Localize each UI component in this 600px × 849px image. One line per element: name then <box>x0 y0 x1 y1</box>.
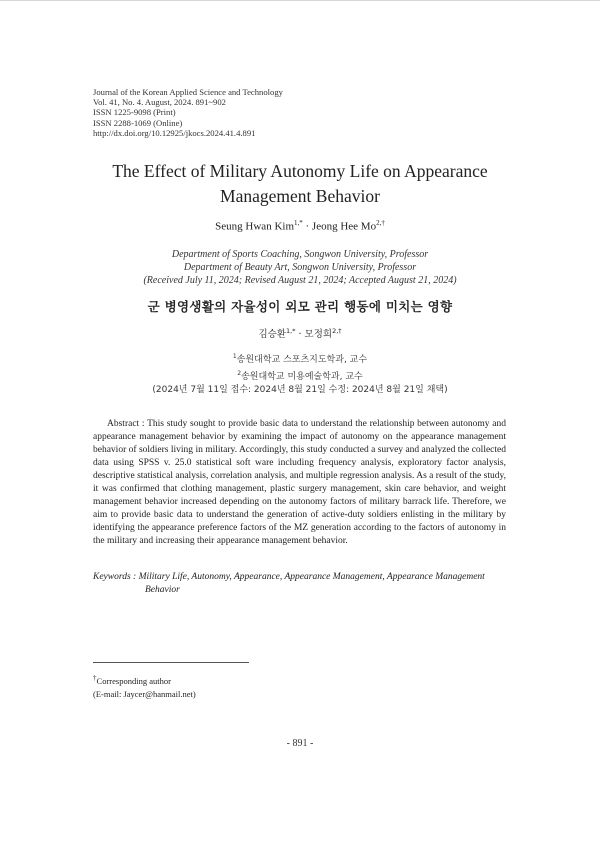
footnote-divider <box>93 662 249 663</box>
author-2-name: Jeong Hee Mo <box>311 220 377 233</box>
paper-title-line-2: Management Behavior <box>220 186 380 206</box>
journal-header <box>93 87 283 138</box>
journal-name: Journal of the Korean Applied Science and Technology <box>93 87 283 97</box>
author-1-name: Seung Hwan Kim <box>215 220 294 233</box>
korean-affiliation-2-text: 송원대학교 미용예술학과, 교수 <box>241 372 363 382</box>
korean-affiliations <box>0 350 600 397</box>
corresponding-author-marker: † <box>93 674 97 682</box>
korean-author-separator: · <box>295 329 305 340</box>
submission-dates: (Received July 11, 2024; Revised August 21, 2024; Accepted August 21, 2024) <box>143 275 457 286</box>
footnote-email: (E-mail: Jaycer@hanmail.net) <box>93 688 196 699</box>
korean-author-1-marker: 1,* <box>286 326 296 335</box>
korean-affiliation-2 <box>0 367 600 384</box>
affiliation-1: Department of Sports Coaching, Songwon University, Professor <box>171 249 429 260</box>
keywords <box>93 571 513 597</box>
abstract-colon: : <box>139 419 148 429</box>
issn-online: ISSN 2288-1069 (Online) <box>93 117 183 128</box>
footnote-corresponding-author: Corresponding author <box>96 675 171 686</box>
keywords-text: Military Life, Autonomy, Appearance, Appearance Management, Appearance Management Behavior <box>138 572 485 595</box>
issn-print: ISSN 1225-9098 (Print) <box>93 107 176 118</box>
author-1-affiliation-marker: 1,* <box>294 219 303 227</box>
korean-author-1-name: 김승환 <box>258 329 287 340</box>
keywords-block <box>93 571 513 597</box>
korean-author-2-name: 모정희 <box>304 329 333 340</box>
korean-affiliation-1 <box>0 350 600 367</box>
affiliations <box>0 248 600 287</box>
author-2-affiliation-marker: 2,† <box>376 219 385 227</box>
footnote <box>93 672 196 701</box>
author-separator: · <box>302 220 312 233</box>
journal-volume: Vol. 41, No. 4. August, 2024. 891~902 <box>93 97 226 108</box>
abstract-label: Abstract <box>107 419 140 429</box>
paper-title <box>40 159 560 209</box>
footnote-line-1 <box>93 672 196 688</box>
korean-affiliation-1-marker: 1 <box>232 353 237 360</box>
author-list <box>0 219 600 233</box>
korean-title: 군 병영생활의 자율성이 외모 관리 행동에 미치는 영향 <box>147 299 453 314</box>
paper-title-line-1: The Effect of Military Autonomy Life on Appearance <box>112 161 488 181</box>
keywords-label: Keywords : <box>93 572 137 582</box>
abstract-text: This study sought to provide basic data to understand the relationship between autonomy and appearance management behavior by examining the impact of autonomy on the appearance management behavior of soldiers living in military. Accordingly, this study conducted a survey and analyzed the collected data using SPSS v. 25.0 statistical soft ware including frequency analysis, exploratory factor analysis, descriptive statistical analysis, correlation analysis, and multiple regression analysis. As a result of the study, it was confirmed that clothing management, plastic surgery management, skin care behavior, and weight management behavior increased depending on the autonomy factors of military barrack life. Therefore, we aim to provide basic data to understand the generation of active-duty soldiers enlisting in the military by identifying the appearance preference factors of the MZ generation according to the factors of autonomy in the military and increasing their appearance management behavior. <box>93 419 506 546</box>
korean-affiliation-2-marker: 2 <box>237 370 242 377</box>
korean-submission-dates: (2024년 7월 11일 접수: 2024년 8월 21일 수정: 2024년 8월 21일 채택) <box>152 385 448 395</box>
abstract <box>93 418 506 548</box>
affiliation-2: Department of Beauty Art, Songwon University, Professor <box>183 262 417 273</box>
page-number: - 891 - <box>286 738 314 749</box>
korean-affiliation-1-text: 송원대학교 스포츠지도학과, 교수 <box>236 355 368 365</box>
korean-author-2-marker: 2,† <box>332 326 342 335</box>
korean-author-list <box>0 326 600 340</box>
doi-link[interactable]: http://dx.doi.org/10.12925/jkocs.2024.41.4.891 <box>93 127 256 138</box>
